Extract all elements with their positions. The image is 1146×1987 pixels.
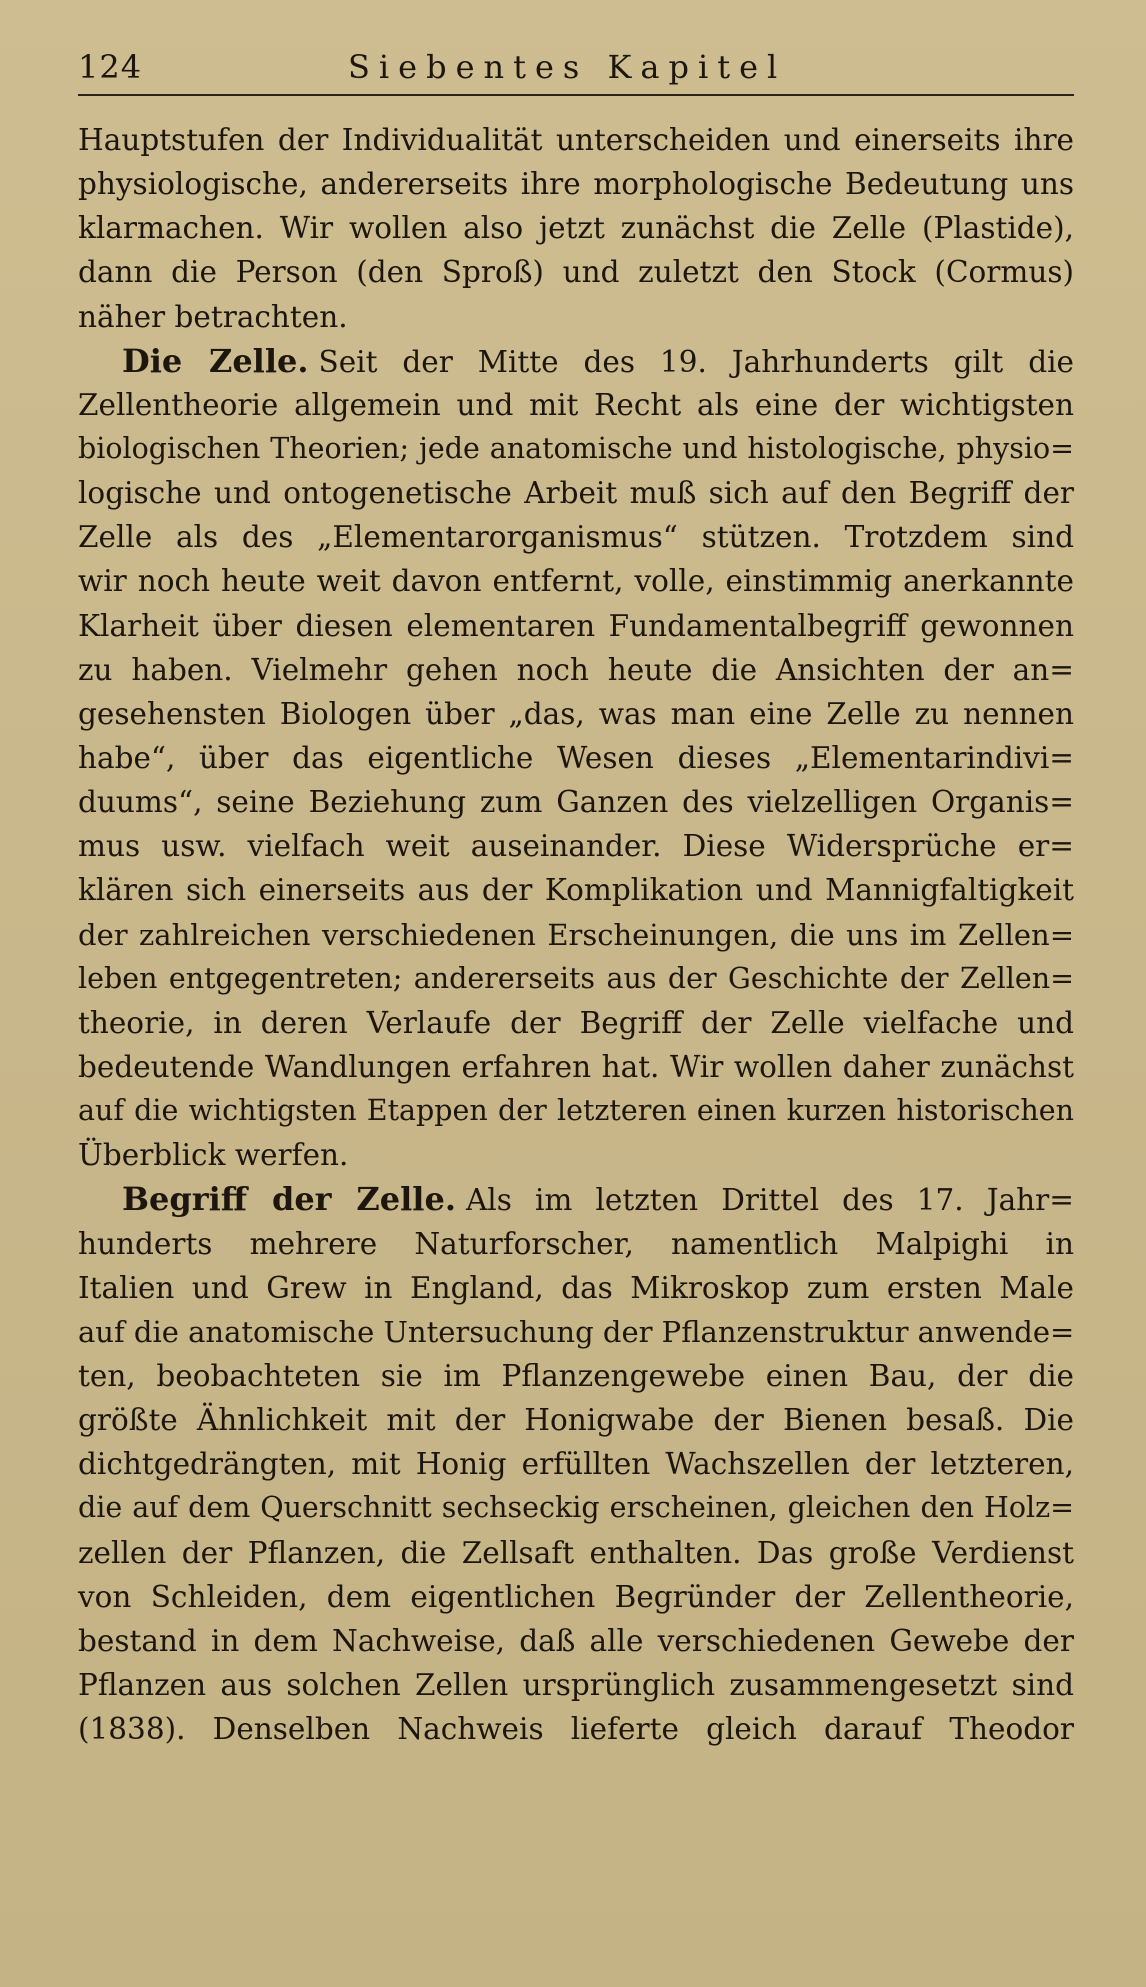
line-text: Italien und Grew in England, das Mikroskop zum ersten Male	[78, 1270, 1074, 1305]
text-line	[78, 383, 1074, 427]
text-line	[78, 736, 1074, 780]
text-line	[78, 1045, 1074, 1089]
text-line	[78, 1177, 1074, 1221]
line-text: physiologische, andererseits ihre morphologische Bedeutung uns	[78, 167, 1074, 202]
text-line	[78, 1663, 1074, 1707]
text-line	[78, 1442, 1074, 1486]
line-text: bestand in dem Nachweise, daß alle verschiedenen Gewebe der	[78, 1623, 1074, 1658]
line-text: leben entgegentreten; andererseits aus der Geschichte der Zellen=	[78, 961, 1074, 995]
line-text: dann die Person (den Sproß) und zuletzt den Stock (Cormus)	[78, 255, 1074, 290]
text-line	[78, 1619, 1074, 1663]
text-line	[78, 957, 1074, 1001]
text-line	[78, 1222, 1074, 1266]
line-text: klären sich einerseits aus der Komplikation und Mannigfaltigkeit	[78, 873, 1074, 908]
line-text: theorie, in deren Verlaufe der Begriff der Zelle vielfache und	[78, 1005, 1074, 1040]
line-text: auf die wichtigsten Etappen der letzteren einen kurzen historischen	[78, 1094, 1074, 1128]
text-line	[78, 250, 1074, 294]
page-number: 124	[78, 48, 143, 86]
text-line	[78, 1089, 1074, 1133]
text-line	[78, 295, 1074, 339]
body-text	[78, 118, 1074, 1751]
line-text: Pflanzen aus solchen Zellen ursprünglich zusammengesetzt sind	[78, 1667, 1074, 1702]
line-text: Zelle als des „Elementarorganismus“ stützen. Trotzdem sind	[78, 520, 1074, 555]
line-text: von Schleiden, dem eigentlichen Begründer der Zellentheorie,	[78, 1579, 1074, 1614]
text-line	[78, 1133, 1074, 1177]
line-text: Seit der Mitte des 19. Jahrhunderts gilt die	[318, 344, 1074, 379]
line-text: ten, beobachteten sie im Pflanzengewebe einen Bau, der die	[78, 1358, 1074, 1393]
line-text: duums“, seine Beziehung zum Ganzen des vielzelligen Organis=	[78, 785, 1074, 820]
line-text: auf die anatomische Untersuchung der Pflanzenstruktur anwende=	[78, 1314, 1075, 1349]
text-line	[78, 1001, 1074, 1045]
text-line	[78, 913, 1074, 957]
text-line	[78, 1310, 1074, 1354]
text-line	[78, 1266, 1074, 1310]
line-text: logische und ontogenetische Arbeit muß sich auf den Begriff der	[78, 476, 1074, 511]
text-line	[78, 559, 1074, 603]
line-text: mus usw. vielfach weit auseinander. Diese Widersprüche er=	[78, 829, 1074, 864]
text-line	[78, 339, 1074, 383]
text-line	[78, 824, 1074, 868]
running-title: Siebentes Kapitel	[348, 48, 787, 86]
text-line	[78, 1486, 1074, 1530]
line-text: biologischen Theorien; jede anatomische und histologische, physio=	[78, 431, 1074, 465]
text-line	[78, 1531, 1074, 1575]
text-line	[78, 1575, 1074, 1619]
text-line	[78, 648, 1074, 692]
text-line	[78, 427, 1074, 471]
line-text: die auf dem Querschnitt sechseckig erscheinen, gleichen den Holz=	[78, 1491, 1074, 1525]
text-line	[78, 1354, 1074, 1398]
text-line	[78, 471, 1074, 515]
text-line	[78, 692, 1074, 736]
page-header	[78, 44, 1074, 96]
text-line	[78, 604, 1074, 648]
text-line	[78, 1707, 1074, 1751]
line-text: dichtgedrängten, mit Honig erfüllten Wachszellen der letzteren,	[78, 1447, 1074, 1482]
line-text: näher betrachten.	[78, 299, 348, 334]
section-heading: Begriff der Zelle.	[122, 1180, 456, 1219]
text-line	[78, 780, 1074, 824]
line-text: zu haben. Vielmehr gehen noch heute die Ansichten der an=	[78, 652, 1074, 687]
line-text: der zahlreichen verschiedenen Erscheinungen, die uns im Zellen=	[78, 917, 1074, 952]
text-line	[78, 868, 1074, 912]
line-text: Zellentheorie allgemein und mit Recht als eine der wichtigsten	[78, 387, 1074, 422]
line-text: (1838). Denselben Nachweis lieferte gleich darauf Theodor	[78, 1712, 1074, 1747]
text-line	[78, 515, 1074, 559]
line-text: Klarheit über diesen elementaren Fundamentalbegriff gewonnen	[78, 608, 1074, 643]
line-text: klarmachen. Wir wollen also jetzt zunächst die Zelle (Plastide),	[78, 211, 1074, 246]
line-text: Hauptstufen der Individualität unterscheiden und einerseits ihre	[78, 123, 1074, 157]
text-line	[78, 118, 1074, 162]
line-text: Überblick werfen.	[78, 1138, 349, 1173]
line-text: bedeutende Wandlungen erfahren hat. Wir wollen daher zunächst	[78, 1049, 1074, 1084]
line-text: habe“, über das eigentliche Wesen dieses „Elementarindivi=	[78, 740, 1074, 775]
line-text: wir noch heute weit davon entfernt, volle, einstimmig anerkannte	[78, 564, 1074, 599]
section-heading: Die Zelle.	[122, 341, 309, 380]
text-line	[78, 206, 1074, 250]
line-text: gesehensten Biologen über „das, was man eine Zelle zu nennen	[78, 696, 1074, 731]
line-text: Als im letzten Drittel des 17. Jahr=	[465, 1183, 1075, 1218]
text-line	[78, 1398, 1074, 1442]
line-text: größte Ähnlichkeit mit der Honigwabe der Bienen besaß. Die	[78, 1403, 1074, 1438]
line-text: hunderts mehrere Naturforscher, namentlich Malpighi in	[78, 1226, 1074, 1261]
line-text: zellen der Pflanzen, die Zellsaft enthalten. Das große Verdienst	[78, 1535, 1074, 1570]
text-line	[78, 162, 1074, 206]
